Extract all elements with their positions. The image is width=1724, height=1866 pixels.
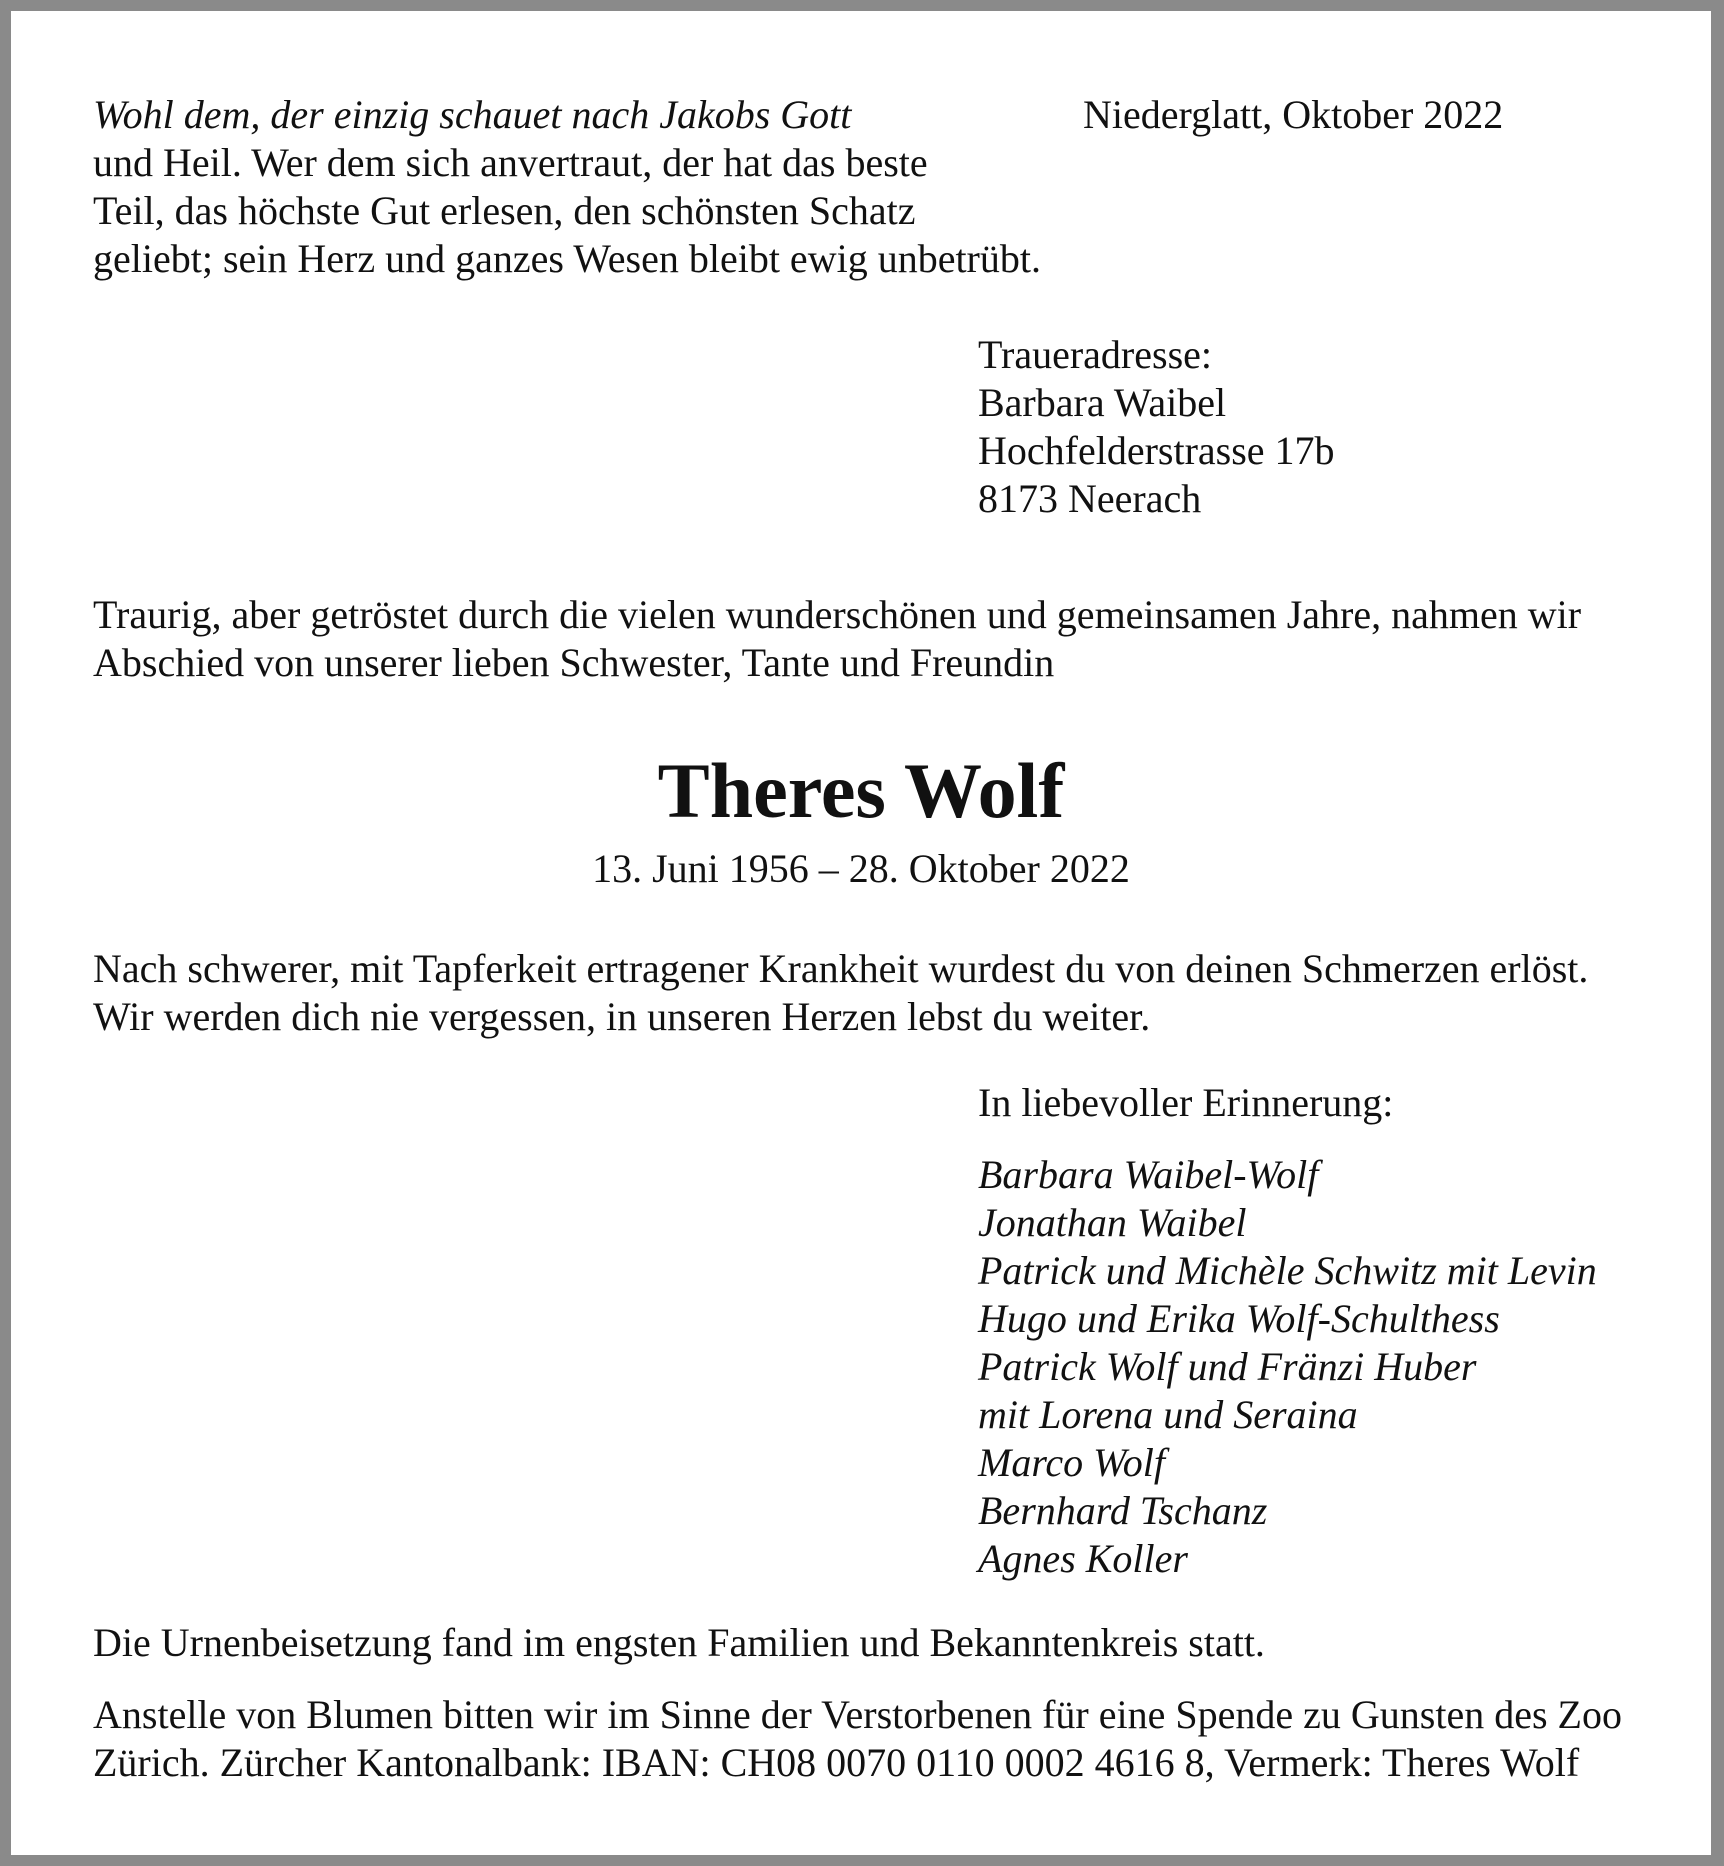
address-city: 8173 Neerach: [978, 476, 1202, 521]
verse-line-3: Teil, das höchste Gut erlesen, den schönsten Schatz: [93, 188, 916, 233]
intro-line-1: Traurig, aber getröstet durch die vielen wunderschönen und gemeinsamen Jahre, nahmen wir: [93, 592, 1582, 637]
mourner-name: Barbara Waibel-Wolf: [978, 1152, 1319, 1197]
message-line-1: Nach schwerer, mit Tapferkeit ertragener Krankheit wurdest du von deinen Schmerzen erlöst.: [93, 946, 1589, 991]
message-line-2: Wir werden dich nie vergessen, in unseren Herzen lebst du weiter.: [93, 994, 1151, 1039]
life-dates: 13. Juni 1956 – 28. Oktober 2022: [592, 846, 1130, 891]
intro-line-2: Abschied von unserer lieben Schwester, Tante und Freundin: [93, 640, 1055, 685]
donation-line-1: Anstelle von Blumen bitten wir im Sinne der Verstorbenen für eine Spende zu Gunsten des Zoo: [93, 1692, 1622, 1737]
mourner-name: Bernhard Tschanz: [978, 1488, 1268, 1533]
mourners-list: [978, 1151, 1597, 1583]
place-date: Niederglatt, Oktober 2022: [1083, 92, 1504, 137]
mourner-name: Patrick und Michèle Schwitz mit Levin: [978, 1248, 1597, 1293]
mourners-label: In liebevoller Erinnerung:: [978, 1080, 1394, 1125]
obituary-page: [11, 11, 1711, 1855]
mourner-name: mit Lorena und Seraina: [978, 1392, 1358, 1437]
deceased-name: Theres Wolf: [657, 747, 1065, 834]
donation-line-2: Zürich. Zürcher Kantonalbank: IBAN: CH08 0070 0110 0002 4616 8, Vermerk: Theres Wolf: [93, 1740, 1580, 1785]
address-street: Hochfelderstrasse 17b: [978, 428, 1335, 473]
address-name: Barbara Waibel: [978, 380, 1227, 425]
address-label: Traueradresse:: [978, 332, 1213, 377]
mourner-name: Agnes Koller: [978, 1536, 1188, 1581]
verse-line-4: geliebt; sein Herz und ganzes Wesen bleibt ewig unbetrübt.: [93, 236, 1041, 281]
mourner-name: Marco Wolf: [978, 1440, 1166, 1485]
verse-line-1: Wohl dem, der einzig schauet nach Jakobs Gott: [93, 92, 852, 137]
burial-note: Die Urnenbeisetzung fand im engsten Familien und Bekanntenkreis statt.: [93, 1620, 1265, 1665]
verse-line-2: und Heil. Wer dem sich anvertraut, der hat das beste: [93, 140, 928, 185]
mourner-name: Hugo und Erika Wolf-Schulthess: [978, 1296, 1500, 1341]
mourner-name: Patrick Wolf und Fränzi Huber: [978, 1344, 1477, 1389]
mourner-name: Jonathan Waibel: [978, 1200, 1247, 1245]
